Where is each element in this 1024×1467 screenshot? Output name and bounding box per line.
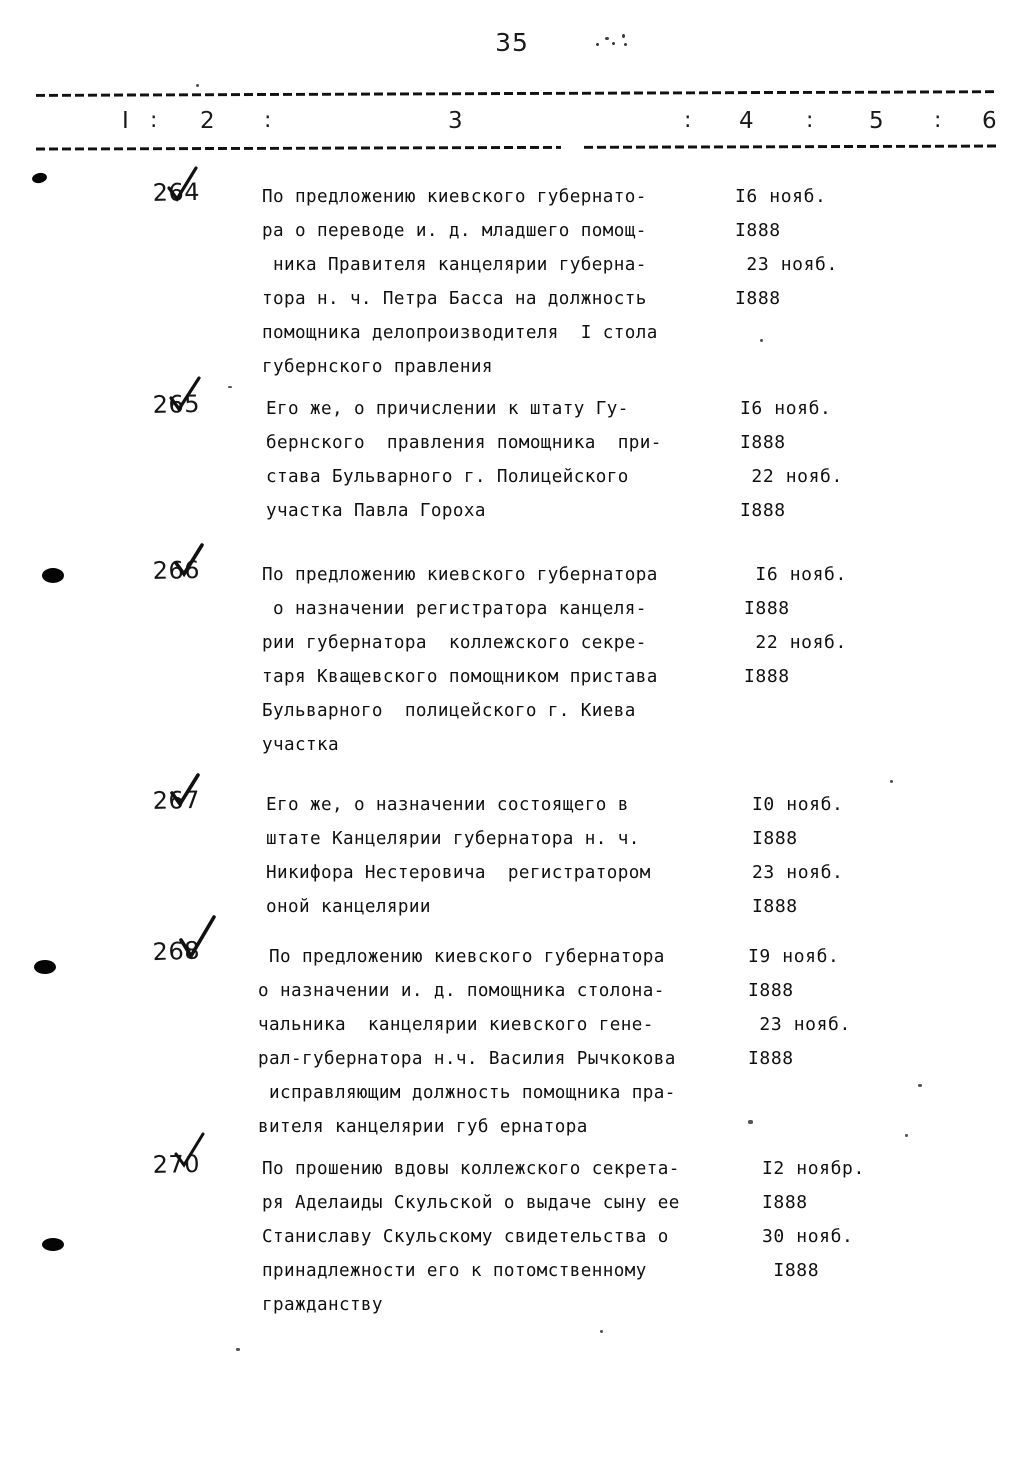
page-number: 35 xyxy=(495,28,529,57)
table-rule-bottom xyxy=(36,144,996,151)
entry-description xyxy=(266,392,726,528)
column-header-3: 3 xyxy=(448,108,463,134)
scan-speckle xyxy=(748,1120,753,1124)
entry-line: рии губернатора коллежского секре- xyxy=(262,633,647,653)
entry-dates xyxy=(752,788,982,924)
date-line: 30 нояб. xyxy=(762,1226,854,1247)
date-line: I888 xyxy=(735,220,781,241)
entry-line: ника Правителя канцелярии губерна- xyxy=(262,255,647,275)
entry-number: 270 xyxy=(152,1149,201,1179)
column-header-4: 4 xyxy=(739,108,754,134)
entry-line: исправляющим должность помощника пра- xyxy=(258,1083,676,1103)
entry-description xyxy=(262,558,722,762)
entry-line: принадлежности его к потомственному xyxy=(262,1261,647,1281)
entry-line: ра о переводе и. д. младшего помощ- xyxy=(262,221,647,241)
entry-line: Никифора Нестеровича регистратором xyxy=(266,863,651,883)
entry-line: участка xyxy=(262,735,339,755)
table-rule-top xyxy=(36,90,996,98)
entry-line: става Бульварного г. Полицейского xyxy=(266,467,629,487)
scan-speckle xyxy=(760,339,763,342)
date-line: 23 нояб. xyxy=(748,1014,851,1035)
date-line: I6 нояб. xyxy=(735,186,827,207)
entry-line: участка Павла Гороха xyxy=(266,501,486,521)
column-separator: : xyxy=(684,108,692,133)
entry-line: штате Канцелярии губернатора н. ч. xyxy=(266,829,640,849)
date-line: I888 xyxy=(744,666,790,687)
column-separator: : xyxy=(934,108,942,133)
entry-line: Бульварного полицейского г. Киева xyxy=(262,701,636,721)
entry-dates xyxy=(762,1152,992,1288)
entry-line: помощника делопроизводителя I стола xyxy=(262,323,658,343)
column-header-2: 2 xyxy=(200,108,215,134)
entry-line: По прошению вдовы коллежского секрета- xyxy=(262,1159,680,1179)
entry-line: гражданству xyxy=(262,1295,383,1315)
date-line: I888 xyxy=(748,1048,794,1069)
column-header-1: I xyxy=(122,108,129,134)
scan-speckle xyxy=(600,1330,603,1333)
entry-line: рал-губернатора н.ч. Василия Рычкокова xyxy=(258,1049,676,1069)
margin-ink-blot xyxy=(42,1238,64,1251)
date-line: 22 нояб. xyxy=(744,632,847,653)
date-line: I888 xyxy=(762,1192,808,1213)
entry-line: По предложению киевского губернато- xyxy=(262,187,647,207)
column-header-5: 5 xyxy=(869,108,884,134)
date-line: I6 нояб. xyxy=(744,564,847,585)
entry-line: вителя канцелярии губ ернатора xyxy=(258,1117,588,1137)
entry-number: 267 xyxy=(152,785,201,815)
date-line: I888 xyxy=(752,828,798,849)
entry-dates xyxy=(740,392,970,528)
entry-description xyxy=(262,180,722,384)
entry-dates xyxy=(735,180,965,316)
date-line: I888 xyxy=(740,432,786,453)
entry-line: Его же, о назначении состоящего в xyxy=(266,795,629,815)
entry-number: 266 xyxy=(152,555,201,585)
entry-line: бернского правления помощника при- xyxy=(266,433,662,453)
entry-description xyxy=(262,1152,722,1322)
date-line: 22 нояб. xyxy=(740,466,843,487)
date-line: 23 нояб. xyxy=(752,862,844,883)
column-separator: : xyxy=(150,108,158,133)
entry-line: ря Аделаиды Скульской о выдаче сыну ее xyxy=(262,1193,680,1213)
scan-speckle xyxy=(890,780,893,783)
date-line: I2 ноябр. xyxy=(762,1158,865,1179)
entry-line: тора н. ч. Петра Басса на должность xyxy=(262,289,647,309)
column-separator: : xyxy=(264,108,272,133)
entry-line: По предложению киевского губернатора xyxy=(262,565,658,585)
date-line: I888 xyxy=(748,980,794,1001)
entry-description xyxy=(266,788,726,924)
entry-line: По предложению киевского губернатора xyxy=(258,947,665,967)
entry-line: о назначении регистратора канцеля- xyxy=(262,599,647,619)
entry-line: Станиславу Скульскому свидетельства о xyxy=(262,1227,669,1247)
table-column-header xyxy=(0,108,1024,144)
scan-speckle xyxy=(596,33,632,49)
entry-number: 265 xyxy=(152,389,201,419)
column-separator: : xyxy=(806,108,814,133)
entry-number: 264 xyxy=(152,177,201,207)
scan-speckle xyxy=(228,386,232,388)
entry-line: таря Кващевского помощником пристава xyxy=(262,667,658,687)
entry-line: чальника канцелярии киевского гене- xyxy=(258,1015,654,1035)
date-line: I888 xyxy=(762,1260,820,1281)
scan-speckle xyxy=(236,1348,240,1351)
scan-speckle xyxy=(196,84,199,87)
scan-speckle xyxy=(905,1134,908,1137)
entry-line: оной канцелярии xyxy=(266,897,431,917)
date-line: I6 нояб. xyxy=(740,398,832,419)
entry-dates xyxy=(748,940,978,1076)
date-line: I888 xyxy=(752,896,798,917)
entry-description xyxy=(258,940,718,1144)
entry-line: о назначении и. д. помощника столона- xyxy=(258,981,665,1001)
entry-number: 268 xyxy=(152,936,201,967)
entry-line: Его же, о причислении к штату Гу- xyxy=(266,399,629,419)
entry-dates xyxy=(744,558,974,694)
column-header-6: 6 xyxy=(982,108,997,134)
date-line: I888 xyxy=(744,598,790,619)
date-line: I0 нояб. xyxy=(752,794,844,815)
entry-line: губернского правления xyxy=(262,357,493,377)
scan-speckle xyxy=(918,1084,922,1087)
date-line: I888 xyxy=(735,288,781,309)
date-line: I888 xyxy=(740,500,786,521)
date-line: I9 нояб. xyxy=(748,946,840,967)
date-line: 23 нояб. xyxy=(735,254,838,275)
